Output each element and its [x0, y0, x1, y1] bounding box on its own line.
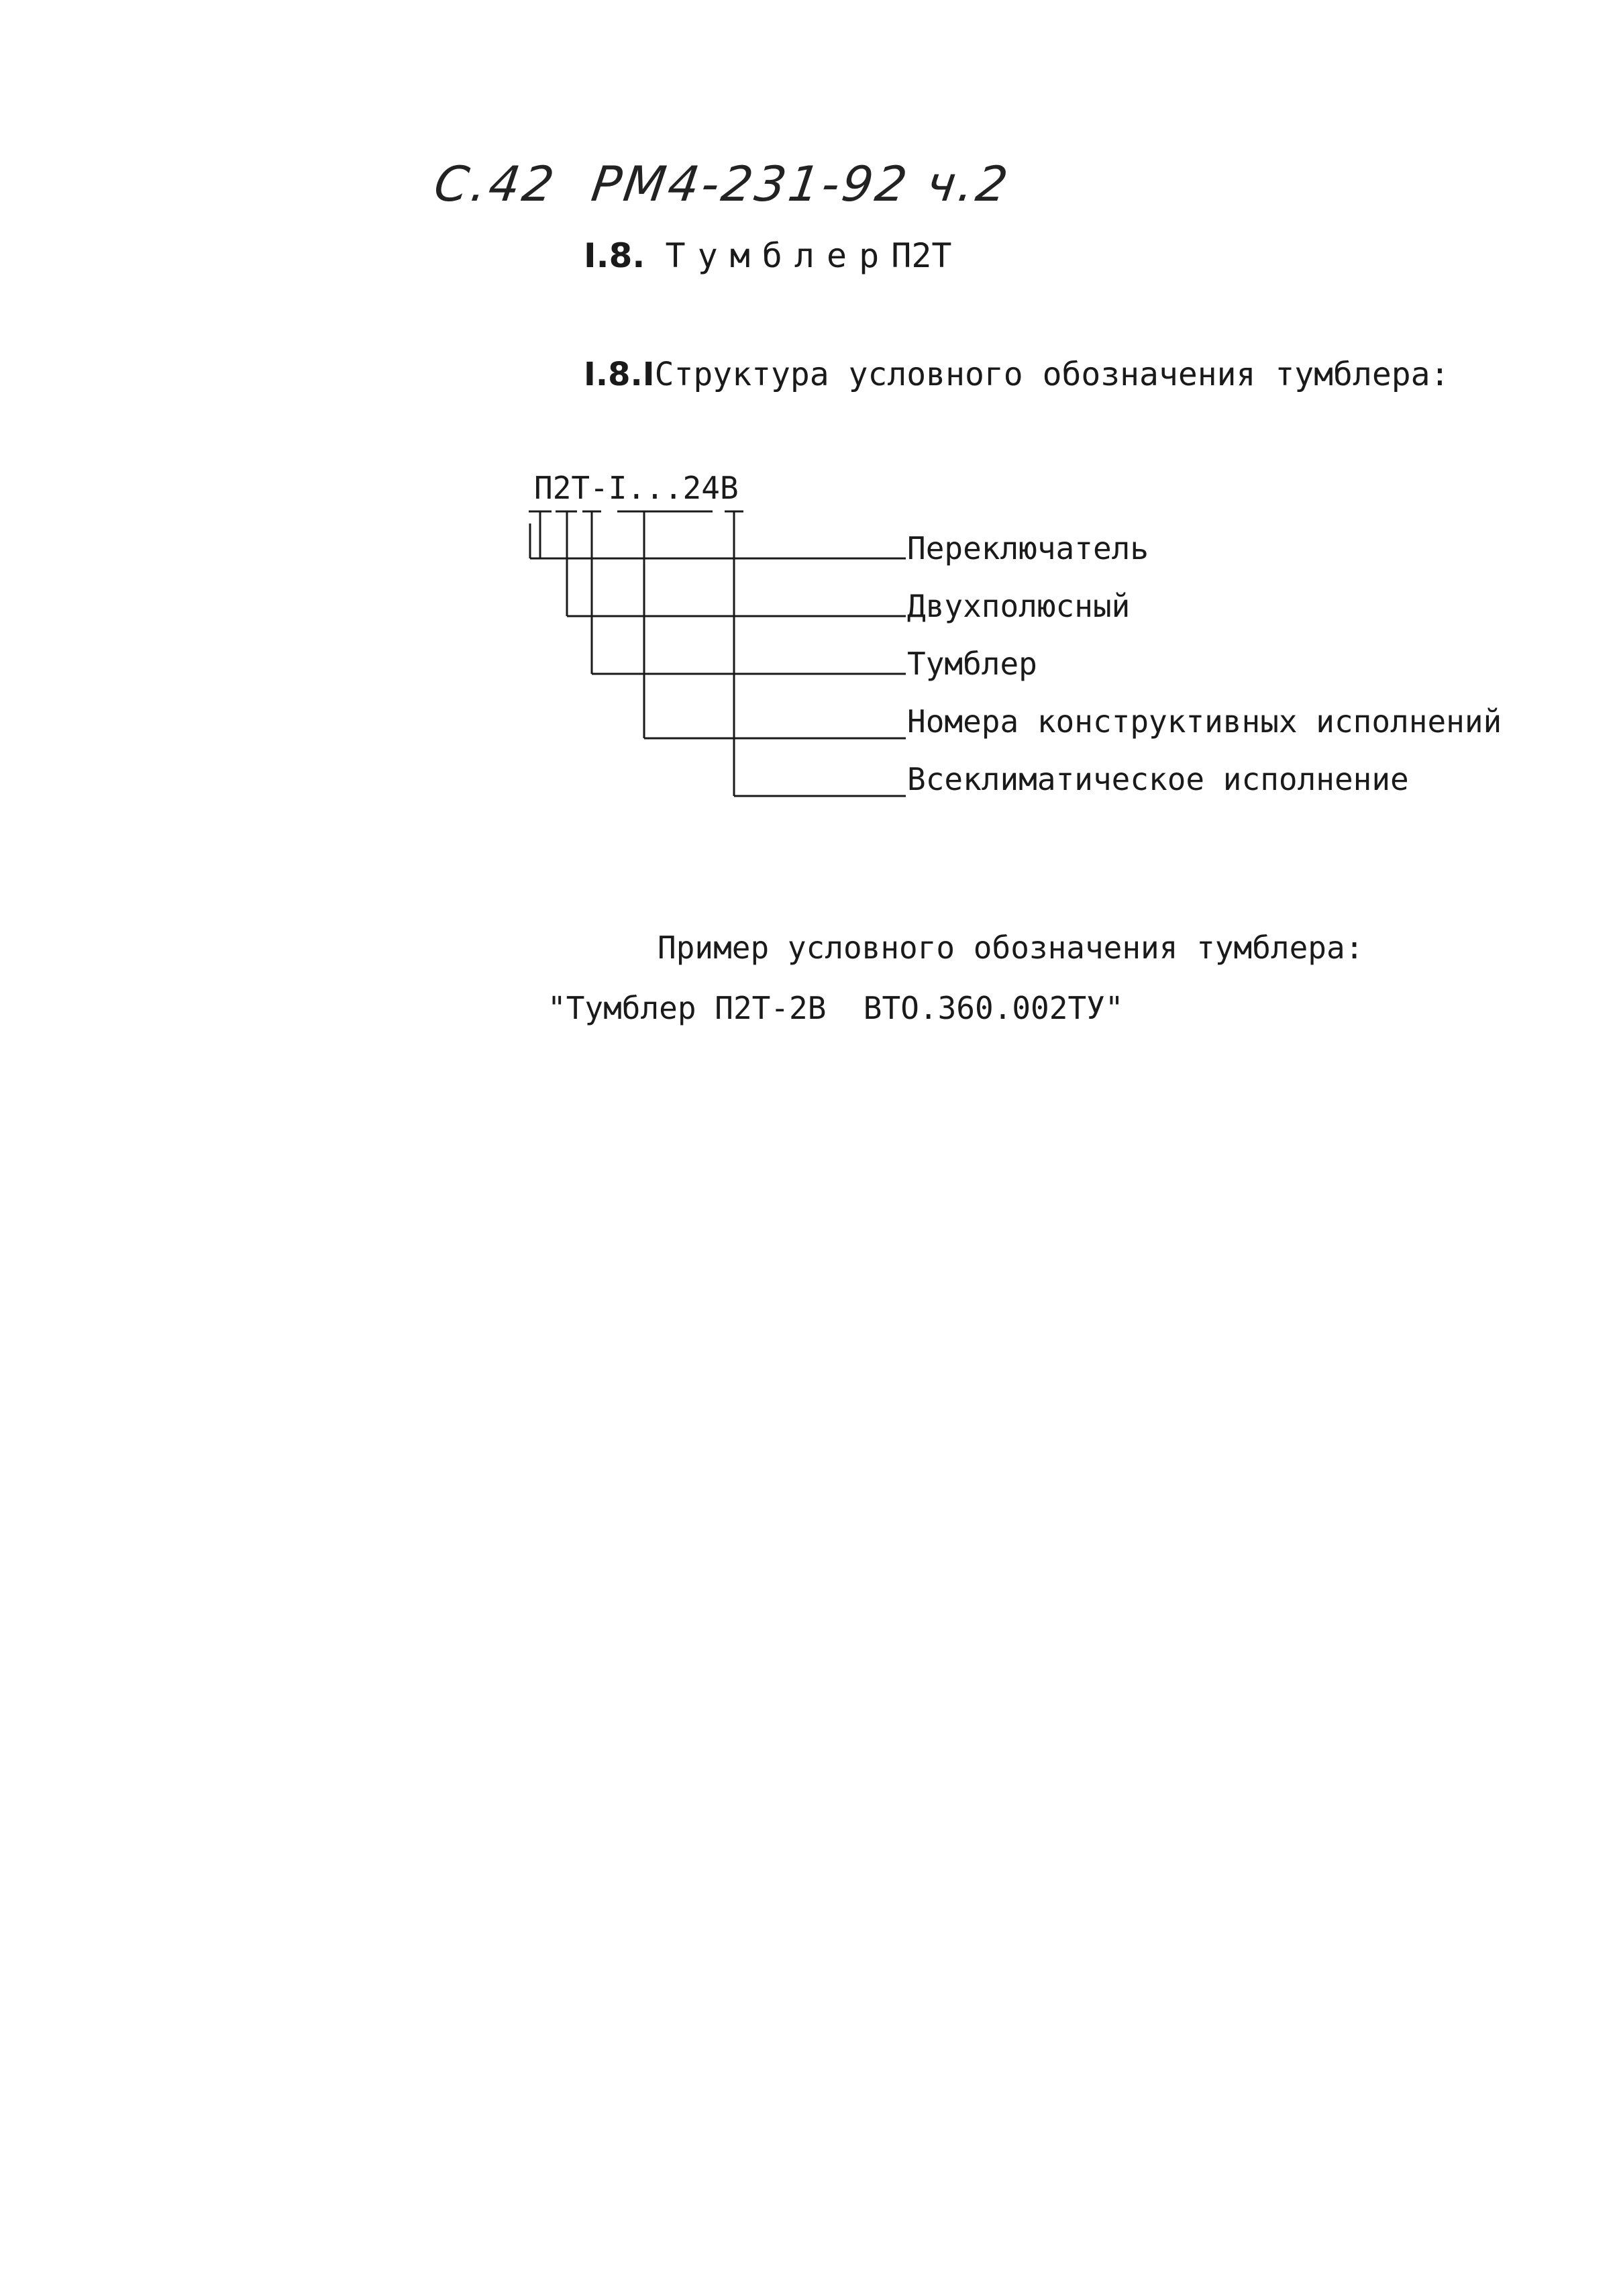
section-number: I.8.	[584, 236, 645, 275]
designation-code: П2Т-I...24В	[534, 470, 739, 506]
section-title: Тумблер	[665, 236, 892, 275]
section-type: П2Т	[891, 236, 952, 275]
label-double-pole: Двухполюсный	[907, 588, 1131, 624]
subsection-title: Структура условного обозначения тумблера:	[654, 356, 1450, 393]
label-all-climate: Всеклиматическое исполнение	[907, 761, 1409, 797]
example-heading: Пример условного обозначения тумблера:	[658, 930, 1364, 966]
subsection-number: I.8.I	[584, 356, 655, 393]
label-design-numbers: Номера конструктивных исполнений	[907, 703, 1502, 740]
label-toggle: Тумблер	[907, 646, 1037, 682]
example-designation: "Тумблер П2Т-2В ВТО.360.002ТУ"	[547, 990, 1124, 1026]
handwritten-reference: С.42 РМ4-231-92 ч.2	[431, 156, 1014, 212]
label-switch: Переключатель	[907, 530, 1149, 566]
